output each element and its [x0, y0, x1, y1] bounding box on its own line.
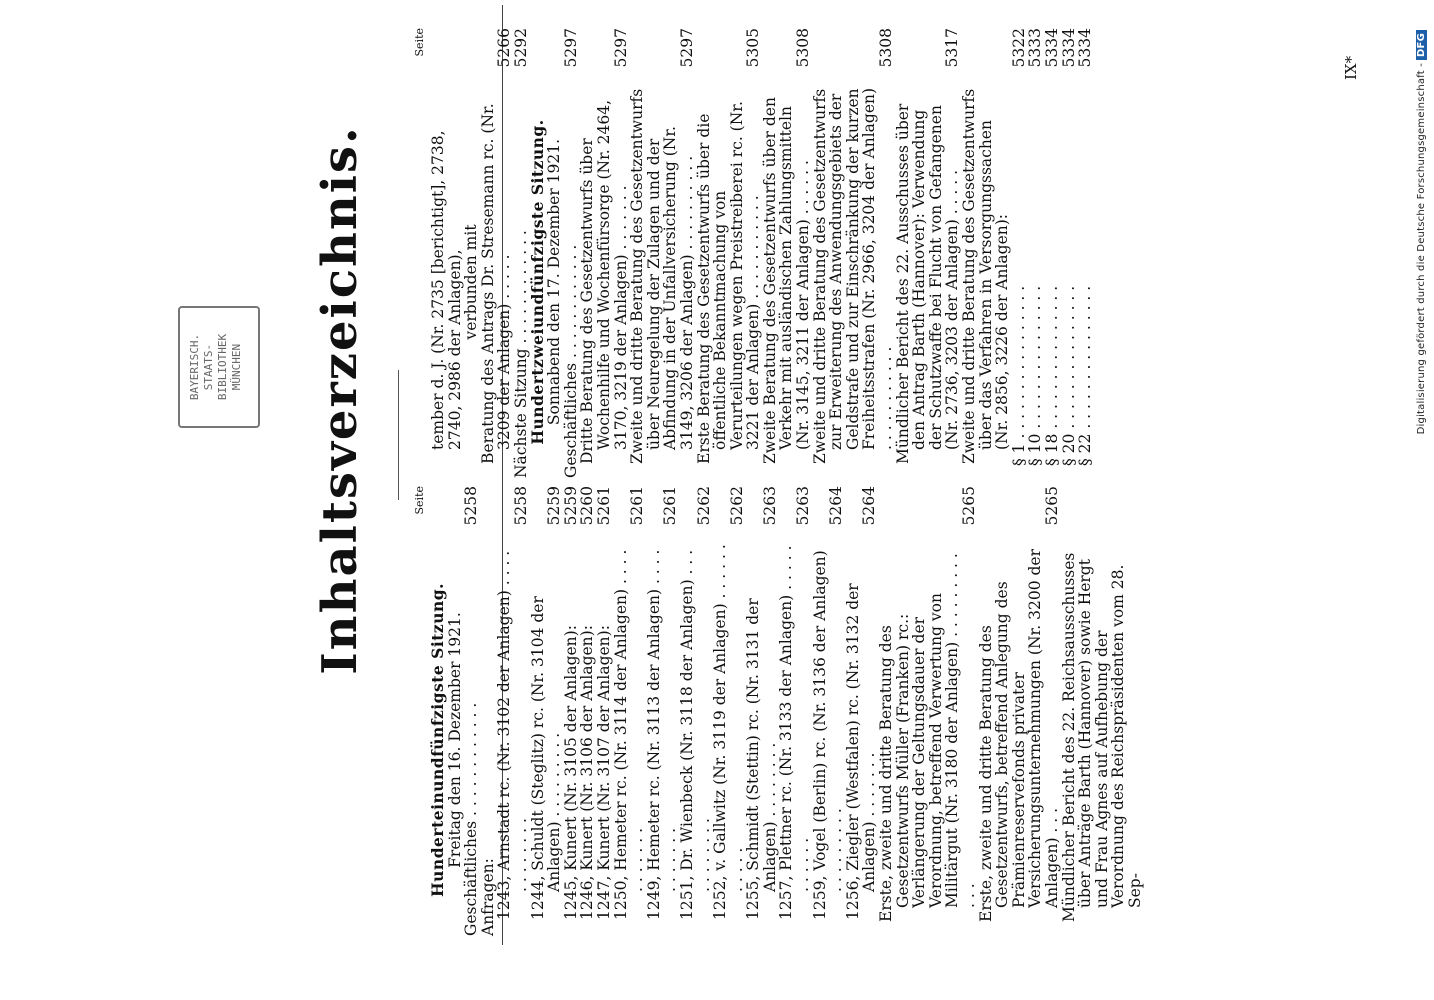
title-divider	[398, 370, 399, 500]
toc-page-number: 5261	[594, 486, 613, 526]
toc-entry-text: Erste, zweite und dritte Beratung des Gesetzentwurfs Müller (Franken) rc.: Verlängerung der Geltungsdauer der Verordnung, betreffend Verwertung von Militärgut (Nr. 3180 der Anlagen) . . . . . . . . . . . .	[877, 553, 978, 922]
toc-page-number: 5260	[578, 486, 597, 526]
stamp-line: STAATS-	[202, 343, 215, 391]
toc-page-number: 5259	[545, 486, 564, 526]
toc-entry	[961, 28, 1011, 478]
toc-page-number: 5263	[760, 486, 779, 526]
toc-entry	[463, 28, 480, 478]
toc-entry	[579, 28, 629, 478]
toc-entry-text: 1256, Ziegler (Westfalen) rc. (Nr. 3132 der Anlagen) . . . . . . .	[843, 583, 879, 920]
toc-entry	[530, 486, 563, 936]
toc-entry-text: Nächste Sitzung . . . . . . . . . . . .	[511, 230, 530, 478]
toc-page-number: 5334	[1042, 28, 1061, 68]
toc-entry	[579, 486, 596, 936]
toc-page-number: 5262	[694, 486, 713, 526]
toc-entry	[812, 486, 845, 936]
toc-entry-text: Erste Beratung des Gesetzentwurfs über die öffentliche Bekanntmachung von Verurteilungen wegen Preistreiberei rc. (Nr. 3221 der Anlagen) . . . . . . . . . . .	[694, 101, 763, 464]
toc-entry-text: tember d. J. (Nr. 2735 [berichtigt], 2738, 2740, 2986 der Anlagen),	[429, 130, 464, 450]
toc-entry	[762, 28, 812, 478]
signature-mark: IX*	[1342, 55, 1360, 80]
toc-entry	[812, 28, 895, 478]
toc-entry	[596, 486, 613, 936]
toc-page-number: 5266	[495, 28, 514, 68]
toc-entry-text: Hunderteinundfünfzigste Sitzung.	[428, 583, 447, 897]
seite-label: Seite	[413, 486, 426, 515]
toc-entry-text: Zweite und dritte Beratung des Gesetzentwurfs über das Verfahren in Versorgungssachen (Nr. 2856, 3226 der Anlagen):	[960, 88, 1012, 464]
toc-page-number: 5261	[628, 486, 647, 526]
toc-entry	[696, 28, 762, 478]
toc-page-number: 5258	[511, 486, 530, 526]
toc-entry-text: § 1 . . . . . . . . . . . . . . . .	[1009, 285, 1028, 466]
footer-text: Digitalisierung gefördert durch die Deutsche Forschungsgemeinschaft -	[1416, 62, 1427, 435]
toc-entry-text: Beratung des Antrags Dr. Stresemann rc. (Nr. 3209 der Anlagen) . . . . .	[478, 103, 514, 464]
toc-entry	[480, 28, 513, 478]
toc-page-number: 5265	[960, 486, 978, 526]
toc-entry	[629, 28, 695, 478]
toc-entry-text: 1255, Schmidt (Stettin) rc. (Nr. 3131 der Anlagen) . . . . . . . .	[744, 598, 779, 920]
toc-page-number: 5308	[794, 28, 813, 68]
toc-entry	[712, 486, 745, 936]
stamp-line: MÜNCHEN	[230, 343, 243, 391]
library-stamp	[178, 306, 260, 428]
toc-list-left	[430, 486, 1144, 936]
toc-list-right	[430, 28, 1094, 478]
toc-entry-text: 1251, Dr. Wienbeck (Nr. 3118 der Anlagen) . . . . . . . . . . .	[677, 549, 713, 920]
toc-entry-text: § 20 . . . . . . . . . . . . . . .	[1059, 285, 1078, 466]
toc-page-number: 5264	[860, 486, 879, 526]
toc-entry-text: 1249, Hemeter rc. (Nr. 3113 der Anlagen) . . . . . . . . . . .	[644, 549, 680, 920]
toc-entry	[1077, 28, 1094, 478]
toc-entry	[546, 28, 563, 478]
toc-entry-text: 1252, v. Gallwitz (Nr. 3119 der Anlagen) . . . . . . . . . . .	[711, 544, 746, 920]
dfg-logo: DFG	[1416, 30, 1427, 60]
toc-entry	[1044, 28, 1061, 478]
toc-page-number: 5305	[744, 28, 763, 68]
toc-entry	[778, 486, 811, 936]
toc-entry	[679, 486, 712, 936]
toc-page-number: 5297	[611, 28, 630, 68]
toc-page-number: 5262	[727, 486, 746, 526]
toc-entry-text: 1257, Plettner rc. (Nr. 3133 der Anlagen) . . . . . . . . . . .	[777, 545, 813, 920]
toc-page-number: 5261	[661, 486, 680, 526]
toc-entry	[895, 28, 961, 478]
toc-entry-text: § 22 . . . . . . . . . . . . . . .	[1076, 285, 1095, 466]
toc-entry	[646, 486, 679, 936]
digitization-footer	[1416, 30, 1427, 970]
toc-entry-text: 1259, Vogel (Berlin) rc. (Nr. 3136 der Anlagen) . . . . . . . . .	[810, 550, 846, 920]
toc-page-number: 5334	[1076, 28, 1095, 68]
seite-label: Seite	[413, 28, 426, 57]
toc-entry	[613, 486, 646, 936]
session-heading	[430, 486, 447, 936]
column-right	[413, 28, 1095, 478]
toc-entry-text: Freitag den 16. Dezember 1921.	[445, 612, 464, 868]
toc-page-number: 5297	[561, 28, 580, 68]
toc-entry-text: § 10 . . . . . . . . . . . . . . .	[1026, 285, 1045, 466]
column-left	[413, 486, 1144, 936]
toc-entry	[845, 486, 878, 936]
toc-page-number: 5297	[677, 28, 696, 68]
stamp-line: BAYERISCH.	[188, 333, 201, 401]
toc-page-number: 5333	[1026, 28, 1045, 68]
toc-entry-text: Erste, zweite und dritte Beratung des Gesetzentwurfs, betreffend Anlegung des Prämienreservefonds privater Versicherungsunternehmungen (Nr. 3200 der Anlagen) . . .	[976, 549, 1061, 922]
toc-entry-text: Zweite Beratung des Gesetzentwurfs über den Verkehr mit ausländischen Zahlungsmitteln (Nr. 3145, 3211 der Anlagen) . . . . . .	[760, 97, 813, 464]
toc-entry-text: 1244, Schuldt (Steglitz) rc. (Nr. 3104 der Anlagen) . . . . . . . . .	[528, 596, 564, 920]
toc-entry	[745, 486, 778, 936]
toc-page-number: 5258	[462, 486, 481, 526]
toc-entry	[480, 486, 497, 936]
toc-entry-text: Zweite und dritte Beratung des Gesetzentwurfs über Neuregelung der Zulagen und der Abfindung in der Unfallversicherung (Nr. 3149, 3206 der Anlagen) . . . . . . . . . .	[628, 88, 696, 464]
toc-entry	[1061, 28, 1078, 478]
toc-entry	[1027, 28, 1044, 478]
toc-entry	[447, 486, 464, 936]
toc-entry	[463, 486, 480, 936]
toc-entry	[1011, 28, 1028, 478]
toc-page-number: 5322	[1009, 28, 1028, 68]
toc-entry-text: Geschäftliches . . . . . . . . . . . .	[561, 244, 580, 478]
toc-page-number: 5308	[877, 28, 896, 68]
toc-entry-text: 1250, Hemeter rc. (Nr. 3114 der Anlagen) . . . . . . . . . . .	[611, 549, 647, 920]
toc-entry	[563, 28, 580, 478]
toc-entry-text: Zweite und dritte Beratung des Gesetzentwurfs zur Erweiterung des Anwendungsgebiets der Geldstrafe und zur Einschränkung der kurzen Freiheitsstrafen (Nr. 2966, 3204 der Anlagen) . . . . . . . . . . .	[810, 87, 896, 464]
toc-entry-text: 1247, Kunert (Nr. 3107 der Anlagen):	[594, 625, 613, 920]
toc-page-number: 5264	[827, 486, 846, 526]
toc-entry-text: verbunden mit	[462, 224, 481, 340]
toc-entry	[978, 486, 1061, 936]
toc-entry-text: Mündlicher Bericht des 22. Ausschusses über den Antrag Barth (Hannover): Verwendung der Schutzwaffe bei Flucht von Gefangenen (Nr. 2736, 3203 der Anlagen) . . . . .	[893, 103, 962, 464]
toc-entry	[1061, 486, 1144, 936]
page-title: Inhaltsverzeichnis.	[312, 125, 368, 675]
toc-entry	[563, 486, 580, 936]
toc-entry-text: Anfragen:	[478, 858, 497, 936]
toc-page-number: 5259	[561, 486, 580, 526]
session-heading	[527, 28, 547, 478]
toc-entry-text: Mündlicher Bericht des 22. Reichsausschusses über Anträge Barth (Hannover) sowie Hergt und Frau Agnes auf Aufhebung der Verordnung des Reichspräsidenten vom 28. Sep-	[1059, 552, 1144, 922]
toc-entry-text: § 18 . . . . . . . . . . . . . . .	[1042, 285, 1061, 466]
toc-page-number: 5263	[794, 486, 813, 526]
toc-page-number: 5317	[943, 28, 962, 68]
toc-page-number: 5334	[1059, 28, 1078, 68]
toc-entry	[878, 486, 978, 936]
toc-entry-text: 1245, Kunert (Nr. 3105 der Anlagen):	[561, 625, 580, 920]
toc-entry	[496, 486, 529, 936]
toc-entry-text: 1243, Arnstadt rc. (Nr. 3102 der Anlagen) . . . . . . . . . . . .	[495, 550, 530, 920]
toc-entry-text: Hundertzweiundfünfzigste Sitzung.	[527, 119, 547, 445]
stamp-line: BIBLIOTHEK	[216, 333, 229, 401]
toc-page-number: 5265	[1042, 486, 1061, 526]
toc-entry-text: 1246, Kunert (Nr. 3106 der Anlagen):	[578, 625, 597, 920]
toc-entry	[430, 28, 463, 478]
toc-entry-text: Geschäftliches . . . . . . . . . . . .	[462, 702, 481, 936]
toc-entry-text: Dritte Beratung des Gesetzentwurfs über Wochenhilfe und Wochenfürsorge (Nr. 2464, 3170, 3219 der Anlagen) . . . . . . .	[578, 100, 630, 464]
toc-entry-text: Sonnabend den 17. Dezember 1921.	[545, 138, 564, 426]
toc-page-number: 5292	[511, 28, 530, 68]
